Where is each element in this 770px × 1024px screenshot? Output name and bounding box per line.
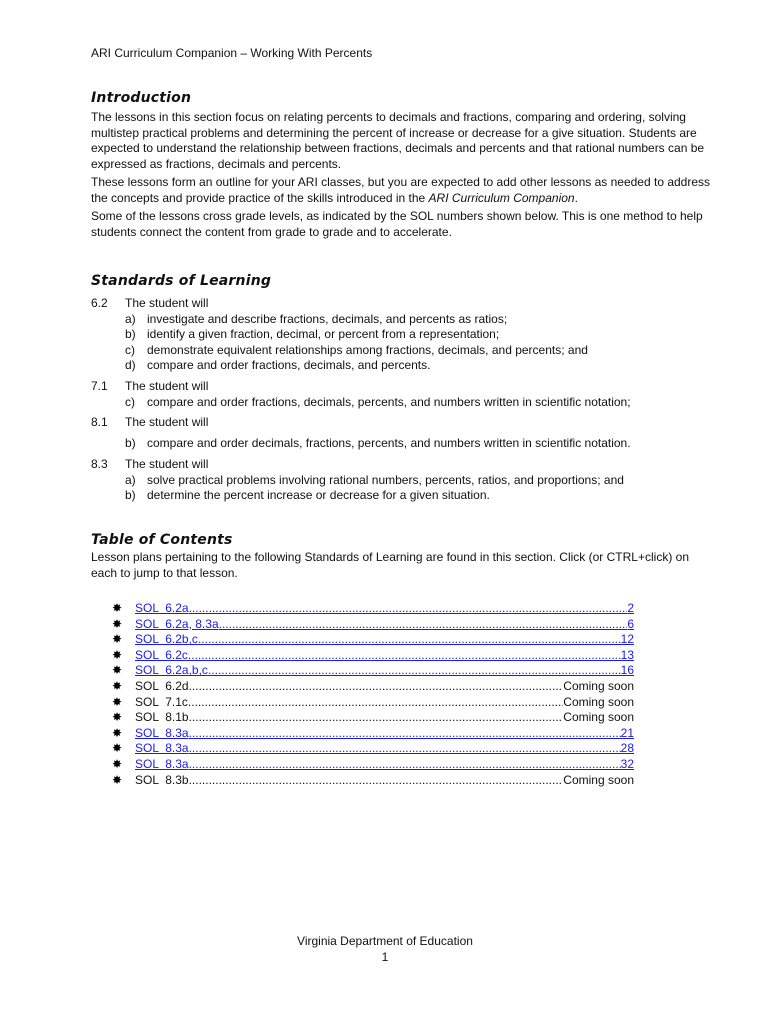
toc-page: Coming soon <box>563 710 634 725</box>
toc-label: SOL 8.3a <box>135 756 189 771</box>
sub-item-letter: b) <box>125 436 136 450</box>
standard-sub-list <box>125 473 624 504</box>
footer-page-number: 1 <box>381 950 389 964</box>
sub-item-text: demonstrate equivalent relationships among fractions, decimals, and percents; and <box>147 342 588 357</box>
asterisk-bullet-icon: ✸ <box>112 647 123 662</box>
standard-lead: The student will <box>125 415 209 429</box>
toc-page: Coming soon <box>563 678 634 693</box>
asterisk-bullet-icon: ✸ <box>112 741 123 756</box>
toc-leader-dots <box>189 726 621 740</box>
standard-number: 7.1 <box>91 379 108 393</box>
standard-sub-list <box>125 312 588 374</box>
toc-leader-dots <box>188 695 563 709</box>
toc-label: SOL 8.1b <box>135 710 189 725</box>
sub-item-text: compare and order decimals, fractions, percents, and numbers written in scientific notation. <box>147 436 631 450</box>
toc-list <box>112 601 634 788</box>
toc-label: SOL 6.2d <box>135 678 189 693</box>
toc-entry[interactable] <box>112 726 634 742</box>
toc-leader-dots <box>219 617 628 631</box>
running-header: ARI Curriculum Companion – Working With Percents <box>91 46 373 60</box>
intro-paragraph-2 <box>91 175 711 206</box>
toc-leader-dots <box>189 773 564 787</box>
toc-link[interactable] <box>135 648 634 662</box>
toc-label: SOL 8.3a <box>135 741 189 756</box>
sub-item-letter: c) <box>125 394 135 409</box>
companion-title: ARI Curriculum Companion <box>428 190 575 205</box>
toc-page: Coming soon <box>563 772 634 787</box>
sub-item-text: compare and order fractions, decimals, percents, and numbers written in scientific notation; <box>147 394 631 409</box>
toc-label: SOL 6.2a <box>135 601 189 615</box>
toc-text <box>135 773 634 787</box>
toc-link[interactable] <box>135 741 634 755</box>
intro-paragraph-1: The lessons in this section focus on relating percents to decimals and fractions, comparing and ordering, solving multistep practical problems and determining the percent of increase or decrease for a give situation. Students are expected to understand the relationship between fractions, decimals and percents and that rational numbers can be expressed as fractions, decimals and percents. <box>91 110 705 171</box>
asterisk-bullet-icon: ✸ <box>112 725 123 740</box>
standard-sub-item <box>125 395 631 411</box>
toc-link[interactable] <box>135 601 634 615</box>
toc-leader-dots <box>189 679 564 693</box>
toc-link[interactable] <box>135 726 634 740</box>
asterisk-bullet-icon: ✸ <box>112 632 123 647</box>
toc-leader-dots <box>188 648 621 662</box>
standard-sub-item <box>125 473 624 489</box>
toc-label: SOL 6.2c <box>135 647 188 662</box>
asterisk-bullet-icon: ✸ <box>112 756 123 771</box>
standard-lead: The student will <box>125 457 209 471</box>
toc-entry[interactable] <box>112 757 634 773</box>
toc-label: SOL 8.3b <box>135 772 189 787</box>
toc-intro: Lesson plans pertaining to the following Standards of Learning are found in this section. Click (or CTRL+click) on each to jump to that lesson. <box>91 550 689 580</box>
standard-sub-list <box>125 395 631 411</box>
standard-lead: The student will <box>125 379 209 393</box>
toc-label: SOL 6.2a,b,c <box>135 663 208 678</box>
introduction-heading: Introduction <box>91 90 192 106</box>
sub-item-letter: a) <box>125 472 136 487</box>
standard-number: 6.2 <box>91 296 108 310</box>
sub-item-text: solve practical problems involving rational numbers, percents, ratios, and proportions; and <box>147 472 624 487</box>
standard-lead: The student will <box>125 296 209 310</box>
asterisk-bullet-icon: ✸ <box>112 678 123 693</box>
sub-item-letter: c) <box>125 342 135 357</box>
toc-link[interactable] <box>135 757 634 771</box>
toc-entry[interactable] <box>112 648 634 664</box>
standard-number: 8.3 <box>91 457 108 471</box>
asterisk-bullet-icon: ✸ <box>112 616 123 631</box>
footer-organization: Virginia Department of Education <box>297 934 473 948</box>
asterisk-bullet-icon: ✸ <box>112 601 123 615</box>
companion-suffix: . <box>574 190 578 205</box>
toc-leader-dots <box>198 632 621 646</box>
toc-text <box>135 710 634 724</box>
toc-entry[interactable] <box>112 617 634 633</box>
toc-entry <box>112 695 634 711</box>
toc-text <box>135 695 634 709</box>
sub-item-letter: b) <box>125 327 136 342</box>
intro-paragraph-2-text: These lessons form an outline for your ARI classes, but you are expected to add other lessons as needed to address the concepts and provide practice of the skills introduced in the <box>91 175 711 205</box>
sub-item-text: determine the percent increase or decrease for a given situation. <box>147 488 490 503</box>
toc-entry[interactable] <box>112 632 634 648</box>
toc-link[interactable] <box>135 663 634 677</box>
standards-heading: Standards of Learning <box>91 273 272 289</box>
toc-page: 32 <box>620 756 634 771</box>
toc-entry[interactable] <box>112 663 634 679</box>
standard-sub-item <box>125 436 631 452</box>
toc-text <box>135 679 634 693</box>
standard-sub-item <box>125 488 624 504</box>
toc-link[interactable] <box>135 617 634 631</box>
sub-item-text: investigate and describe fractions, decimals, and percents as ratios; <box>147 311 508 326</box>
toc-page: 2 <box>627 601 634 615</box>
standard-sub-item <box>125 358 588 374</box>
toc-label: SOL 6.2b,c <box>135 632 198 647</box>
sub-item-text: identify a given fraction, decimal, or percent from a representation; <box>147 327 500 342</box>
asterisk-bullet-icon: ✸ <box>112 694 123 709</box>
sub-item-text: compare and order fractions, decimals, and percents. <box>147 358 431 373</box>
toc-leader-dots <box>189 741 621 755</box>
sub-item-letter: a) <box>125 311 136 326</box>
standard-sub-item <box>125 327 588 343</box>
sub-item-letter: d) <box>125 358 136 373</box>
asterisk-bullet-icon: ✸ <box>112 772 123 787</box>
asterisk-bullet-icon: ✸ <box>112 710 123 725</box>
toc-leader-dots <box>189 710 564 724</box>
toc-label: SOL 8.3a <box>135 725 189 740</box>
toc-page: Coming soon <box>563 694 634 709</box>
toc-page: 21 <box>620 725 634 740</box>
toc-link[interactable] <box>135 632 634 646</box>
toc-page: 6 <box>627 616 634 631</box>
standard-sub-list <box>125 436 631 452</box>
toc-entry <box>112 679 634 695</box>
toc-page: 12 <box>620 632 634 647</box>
toc-leader-dots <box>208 663 621 677</box>
toc-label: SOL 6.2a, 8.3a <box>135 616 219 631</box>
standard-sub-item <box>125 343 588 359</box>
toc-entry <box>112 710 634 726</box>
toc-heading: Table of Contents <box>91 532 233 548</box>
toc-entry <box>112 773 634 789</box>
toc-entry[interactable] <box>112 601 634 617</box>
standard-number: 8.1 <box>91 415 108 429</box>
toc-page: 28 <box>620 741 634 756</box>
toc-leader-dots <box>189 601 628 615</box>
asterisk-bullet-icon: ✸ <box>112 663 123 678</box>
toc-entry[interactable] <box>112 741 634 757</box>
sub-item-letter: b) <box>125 488 136 503</box>
toc-label: SOL 7.1c <box>135 694 188 709</box>
toc-leader-dots <box>189 757 621 771</box>
toc-page: 16 <box>620 663 634 678</box>
toc-page: 13 <box>620 647 634 662</box>
standard-sub-item <box>125 312 588 328</box>
intro-paragraph-3: Some of the lessons cross grade levels, as indicated by the SOL numbers shown below. This is one method to help students connect the content from grade to grade and to accelerate. <box>91 209 703 239</box>
